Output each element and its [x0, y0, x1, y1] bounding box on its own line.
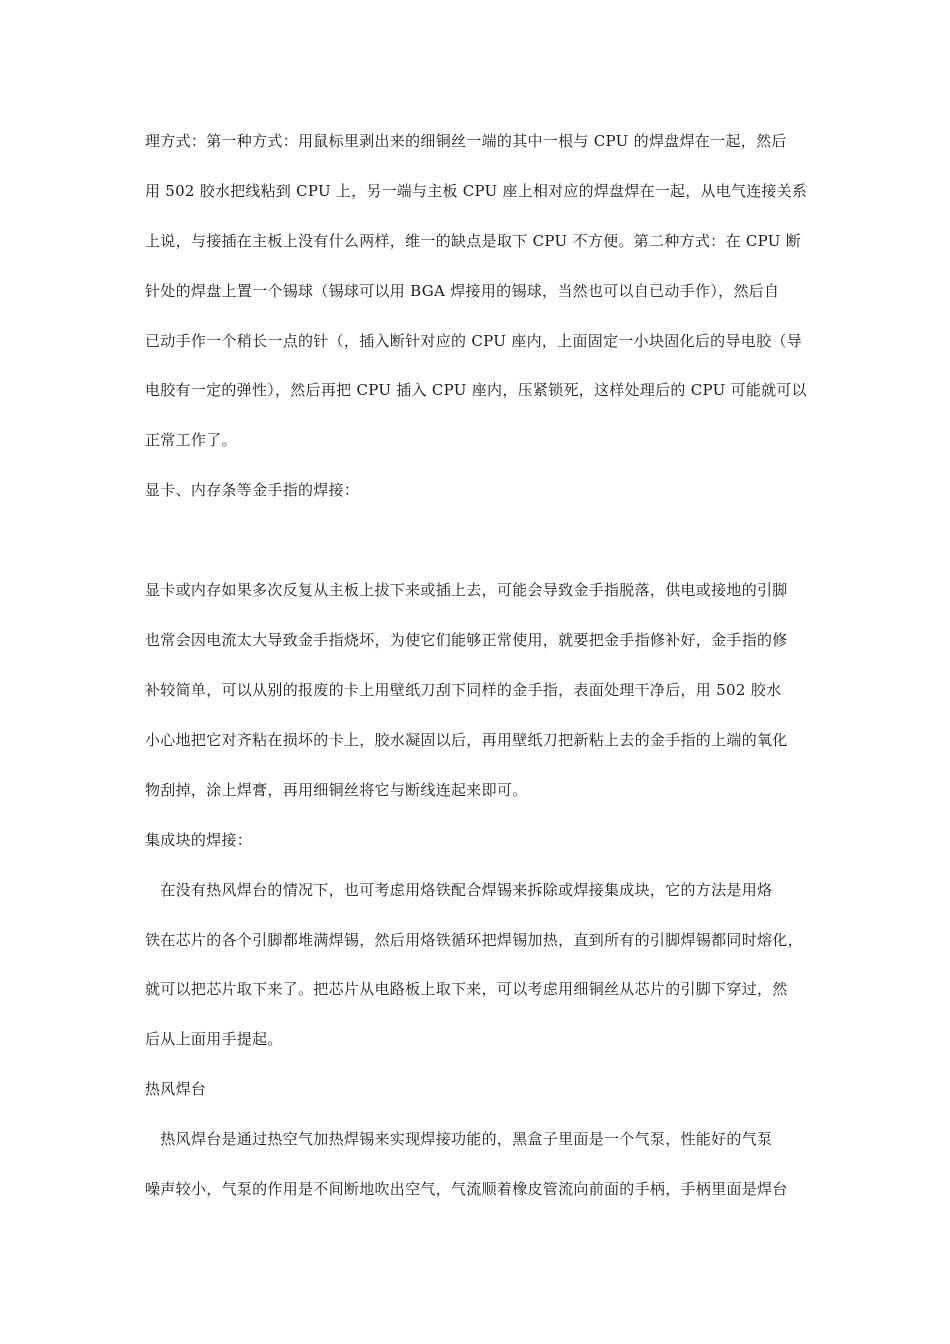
text-line: 已动手作一个稍长一点的针（，插入断针对应的 CPU 座内，上面固定一小块固化后的导电胶（导 [145, 332, 802, 350]
text-line: 物刮掉，涂上焊膏，再用细铜丝将它与断线连起来即可。 [145, 781, 528, 799]
text-line: 补较简单，可以从别的报废的卡上用壁纸刀刮下同样的金手指，表面处理干净后，用 502 胶水 [145, 681, 782, 699]
text-line: 理方式：第一种方式：用鼠标里剥出来的细铜丝一端的其中一根与 CPU 的焊盘焊在一起，然后 [145, 132, 787, 150]
text-line: 就可以把芯片取下来了。把芯片从电路板上取下来，可以考虑用细铜丝从芯片的引脚下穿过，然 [145, 980, 788, 998]
text-line: 上说，与接插在主板上没有什么两样，维一的缺点是取下 CPU 不方便。第二种方式：在 CPU 断 [145, 232, 802, 250]
text-line: 后从上面用手提起。 [145, 1030, 283, 1048]
text-line: 针处的焊盘上置一个锡球（锡球可以用 BGA 焊接用的锡球，当然也可以自已动手作），然后自 [145, 282, 780, 300]
text-line: 正常工作了。 [145, 431, 237, 449]
text-line: 电胶有一定的弹性），然后再把 CPU 插入 CPU 座内，压紧锁死，这样处理后的 CPU 可能就可以 [145, 381, 807, 399]
section-heading: 集成块的焊接： [145, 831, 253, 849]
text-line: 也常会因电流太大导致金手指烧坏，为使它们能够正常使用，就要把金手指修补好，金手指的修 [145, 631, 788, 649]
text-line: 热风焊台是通过热空气加热焊锡来实现焊接功能的，黑盒子里面是一个气泵，性能好的气泵 [145, 1130, 773, 1148]
text-line: 噪声较小，气泵的作用是不间断地吹出空气，气流顺着橡皮管流向前面的手柄，手柄里面是焊台 [145, 1180, 788, 1198]
text-line: 在没有热风焊台的情况下，也可考虑用烙铁配合焊锡来拆除或焊接集成块，它的方法是用烙 [145, 881, 773, 899]
text-line: 小心地把它对齐粘在损坏的卡上，胶水凝固以后，再用壁纸刀把新粘上去的金手指的上端的氧化 [145, 731, 788, 749]
section-heading: 热风焊台 [145, 1080, 207, 1098]
text-line: 显卡或内存如果多次反复从主板上拔下来或插上去，可能会导致金手指脱落，供电或接地的引脚 [145, 581, 788, 599]
text-line: 用 502 胶水把线粘到 CPU 上，另一端与主板 CPU 座上相对应的焊盘焊在一起，从电气连接关系 [145, 182, 808, 200]
text-line: 铁在芯片的各个引脚都堆满焊锡，然后用烙铁循环把焊锡加热，直到所有的引脚焊锡都同时熔化， [145, 931, 803, 949]
section-heading: 显卡、内存条等金手指的焊接： [145, 481, 360, 499]
